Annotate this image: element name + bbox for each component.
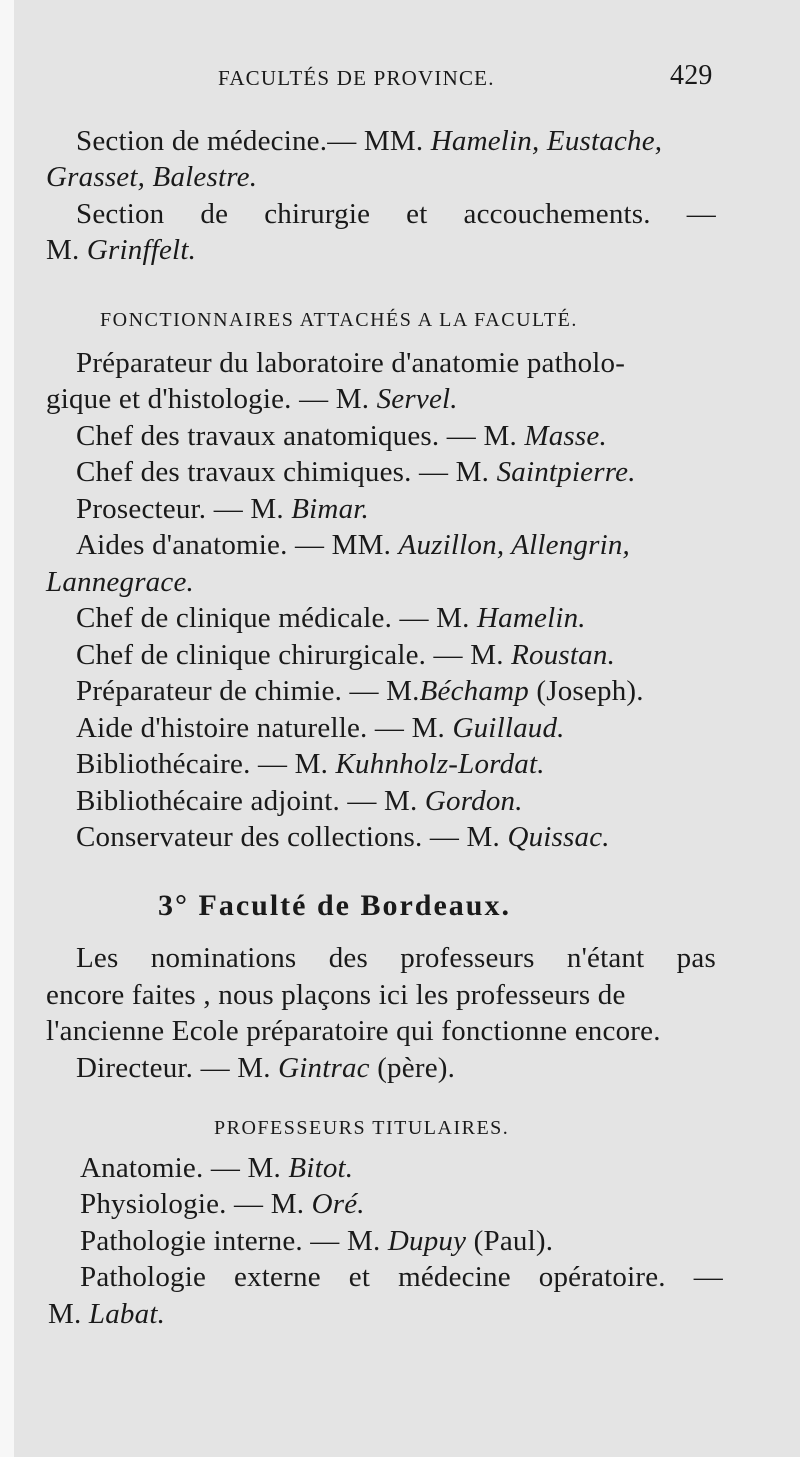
text-line: Préparateur de chimie. — M.Béchamp (Joseph). [76,675,644,707]
text-line: Bibliothécaire adjoint. — M. Gordon. [76,785,523,817]
text-line: Préparateur du laboratoire d'anatomie patholo- [76,347,626,379]
text-line: Section de chirurgie et accouchements. — [76,198,716,230]
page-edge [0,0,14,1457]
page-number: 429 [670,60,713,91]
text-line: M. Labat. [48,1298,166,1330]
text-line: Les nominations des professeurs n'étant pas [76,942,716,974]
section-heading: FONCTIONNAIRES ATTACHÉS A LA FACULTÉ. [100,309,578,331]
text-line: Bibliothécaire. — M. Kuhnholz-Lordat. [76,748,545,780]
text-line: Chef des travaux chimiques. — M. Saintpierre. [76,456,636,488]
text-line: Grasset, Balestre. [46,161,258,193]
text-line: Conservateur des collections. — M. Quissac. [76,821,610,853]
text-line: Chef de clinique chirurgicale. — M. Roustan. [76,639,616,671]
text-line: encore faites , nous plaçons ici les professeurs de [46,979,626,1011]
text-line: Physiologie. — M. Oré. [80,1188,365,1220]
text-line: M. Grinffelt. [46,234,197,266]
text-line: Chef des travaux anatomiques. — M. Masse. [76,420,607,452]
section-heading: PROFESSEURS TITULAIRES. [214,1117,510,1139]
text-line: Chef de clinique médicale. — M. Hamelin. [76,602,586,634]
text-line: Lannegrace. [46,566,194,598]
text-line: Pathologie externe et médecine opératoire. — [80,1261,723,1293]
running-title: FACULTÉS DE PROVINCE. [218,66,495,90]
text-line: gique et d'histologie. — M. Servel. [46,383,458,415]
section-title: 3° Faculté de Bordeaux. [158,889,511,922]
text-line: Prosecteur. — M. Bimar. [76,493,369,525]
text-line: l'ancienne Ecole préparatoire qui fonctionne encore. [46,1015,661,1047]
text-line: Aides d'anatomie. — MM. Auzillon, Allengrin, [76,529,630,561]
text-line: Directeur. — M. Gintrac (père). [76,1052,456,1084]
text-line: Anatomie. — M. Bitot. [80,1152,354,1184]
text-line: Section de médecine.— MM. Hamelin, Eustache, [76,125,663,157]
text-line: Aide d'histoire naturelle. — M. Guillaud. [76,712,565,744]
text-line: Pathologie interne. — M. Dupuy (Paul). [80,1225,554,1257]
